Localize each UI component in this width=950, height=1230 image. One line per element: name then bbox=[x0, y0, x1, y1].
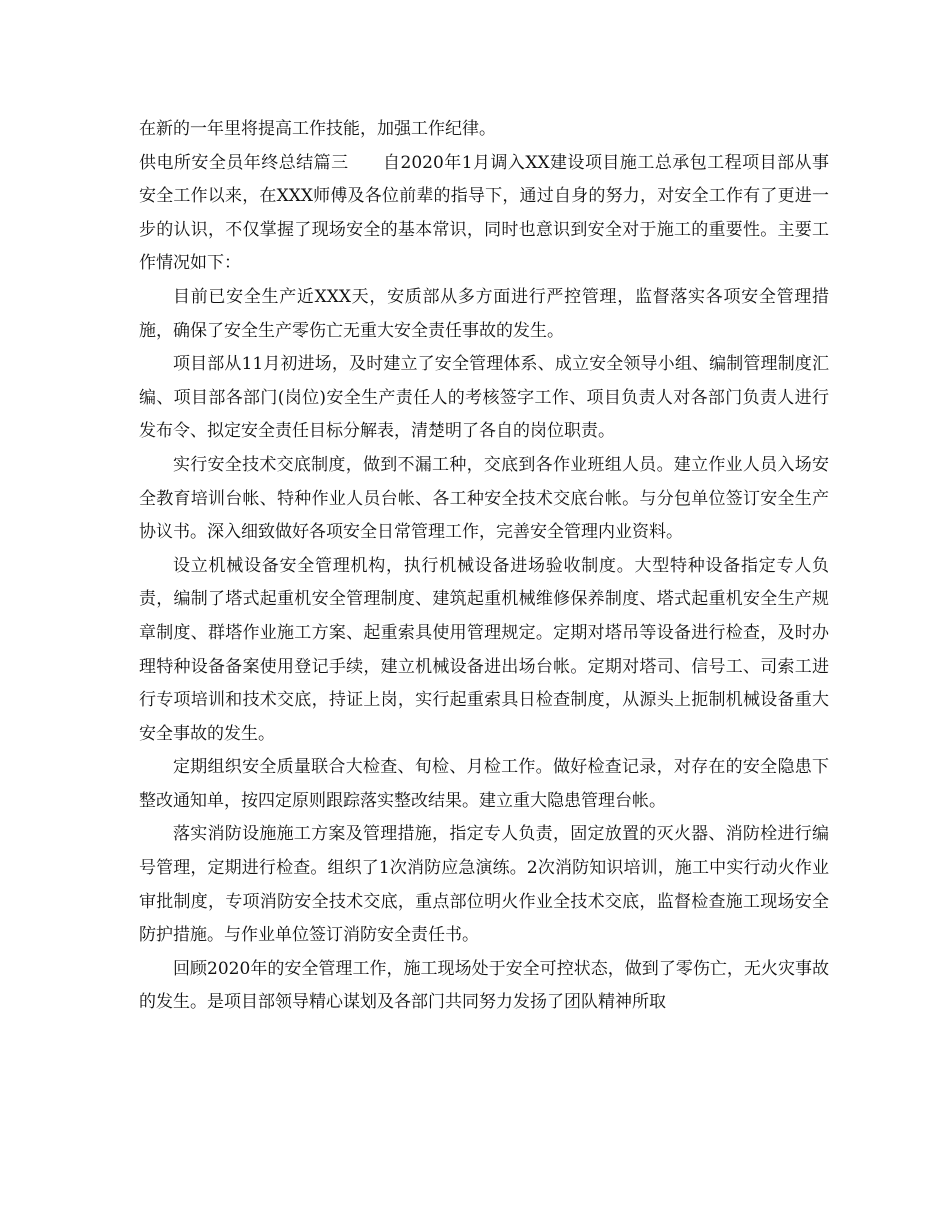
paragraph-technical-briefing: 实行安全技术交底制度，做到不漏工种，交底到各作业班组人员。建立作业人员入场安全教育培训台帐、特种作业人员台帐、各工种安全技术交底台帐。与分包单位签订安全生产协议书。深入细致做好各项安全日常管理工作，完善安全管理内业资料。 bbox=[139, 454, 829, 543]
paragraph-machinery: 设立机械设备安全管理机构，执行机械设备进场验收制度。大型特种设备指定专人负责，编制了塔式起重机安全管理制度、建筑起重机械维修保养制度、塔式起重机安全生产规章制度、群塔作业施工方案、起重索具使用管理规定。定期对塔吊等设备进行检查，及时办理特种设备备案使用登记手续，建立机械设备进出场台帐。定期对塔司、信号工、司索工进行专项培训和技术交底，持证上岗，实行起重索具日检查制度，从源头上扼制机械设备重大安全事故的发生。 bbox=[139, 555, 829, 744]
paragraph-safety-days: 目前已安全生产近XXX天，安质部从多方面进行严控管理，监督落实各项安全管理措施，确保了安全生产零伤亡无重大安全责任事故的发生。 bbox=[139, 286, 829, 341]
paragraph-closing-line: 在新的一年里将提高工作技能，加强工作纪律。 bbox=[139, 119, 496, 139]
paragraph-section-intro bbox=[139, 147, 829, 281]
paragraph-review: 回顾2020年的安全管理工作，施工现场处于安全可控状态，做到了零伤亡，无火灾事故的发生。是项目部领导精心谋划及各部门共同努力发扬了团队精神所取 bbox=[139, 958, 829, 1013]
section-heading: 供电所安全员年终总结篇三 bbox=[139, 152, 349, 173]
paragraph-fire-safety: 落实消防设施施工方案及管理措施，指定专人负责，固定放置的灭火器、消防栓进行编号管理，定期进行检查。组织了1次消防应急演练。2次消防知识培训，施工中实行动火作业审批制度，专项消防安全技术交底，重点部位明火作业全技术交底，监督检查施工现场安全防护措施。与作业单位签订消防安全责任书。 bbox=[139, 824, 829, 946]
section-intro-text: 自2020年1月调入XX建设项目施工总承包工程项目部从事安全工作以来，在XXX师傅及各位前辈的指导下，通过自身的努力，对安全工作有了更进一步的认识，不仅掌握了现场安全的基本常识，同时也意识到安全对于施工的重要性。主要工作情况如下： bbox=[139, 152, 829, 274]
paragraph-inspections: 定期组织安全质量联合大检查、旬检、月检工作。做好检查记录，对存在的安全隐患下整改通知单，按四定原则跟踪落实整改结果。建立重大隐患管理台帐。 bbox=[139, 757, 829, 811]
paragraph-management-system: 项目部从11月初进场，及时建立了安全管理体系、成立安全领导小组、编制管理制度汇编、项目部各部门(岗位)安全生产责任人的考核签字工作、项目负责人对各部门负责人进行发布令、拟定安全责任目标分解表，清楚明了各自的岗位职责。 bbox=[139, 354, 829, 442]
document-body bbox=[139, 113, 829, 1020]
